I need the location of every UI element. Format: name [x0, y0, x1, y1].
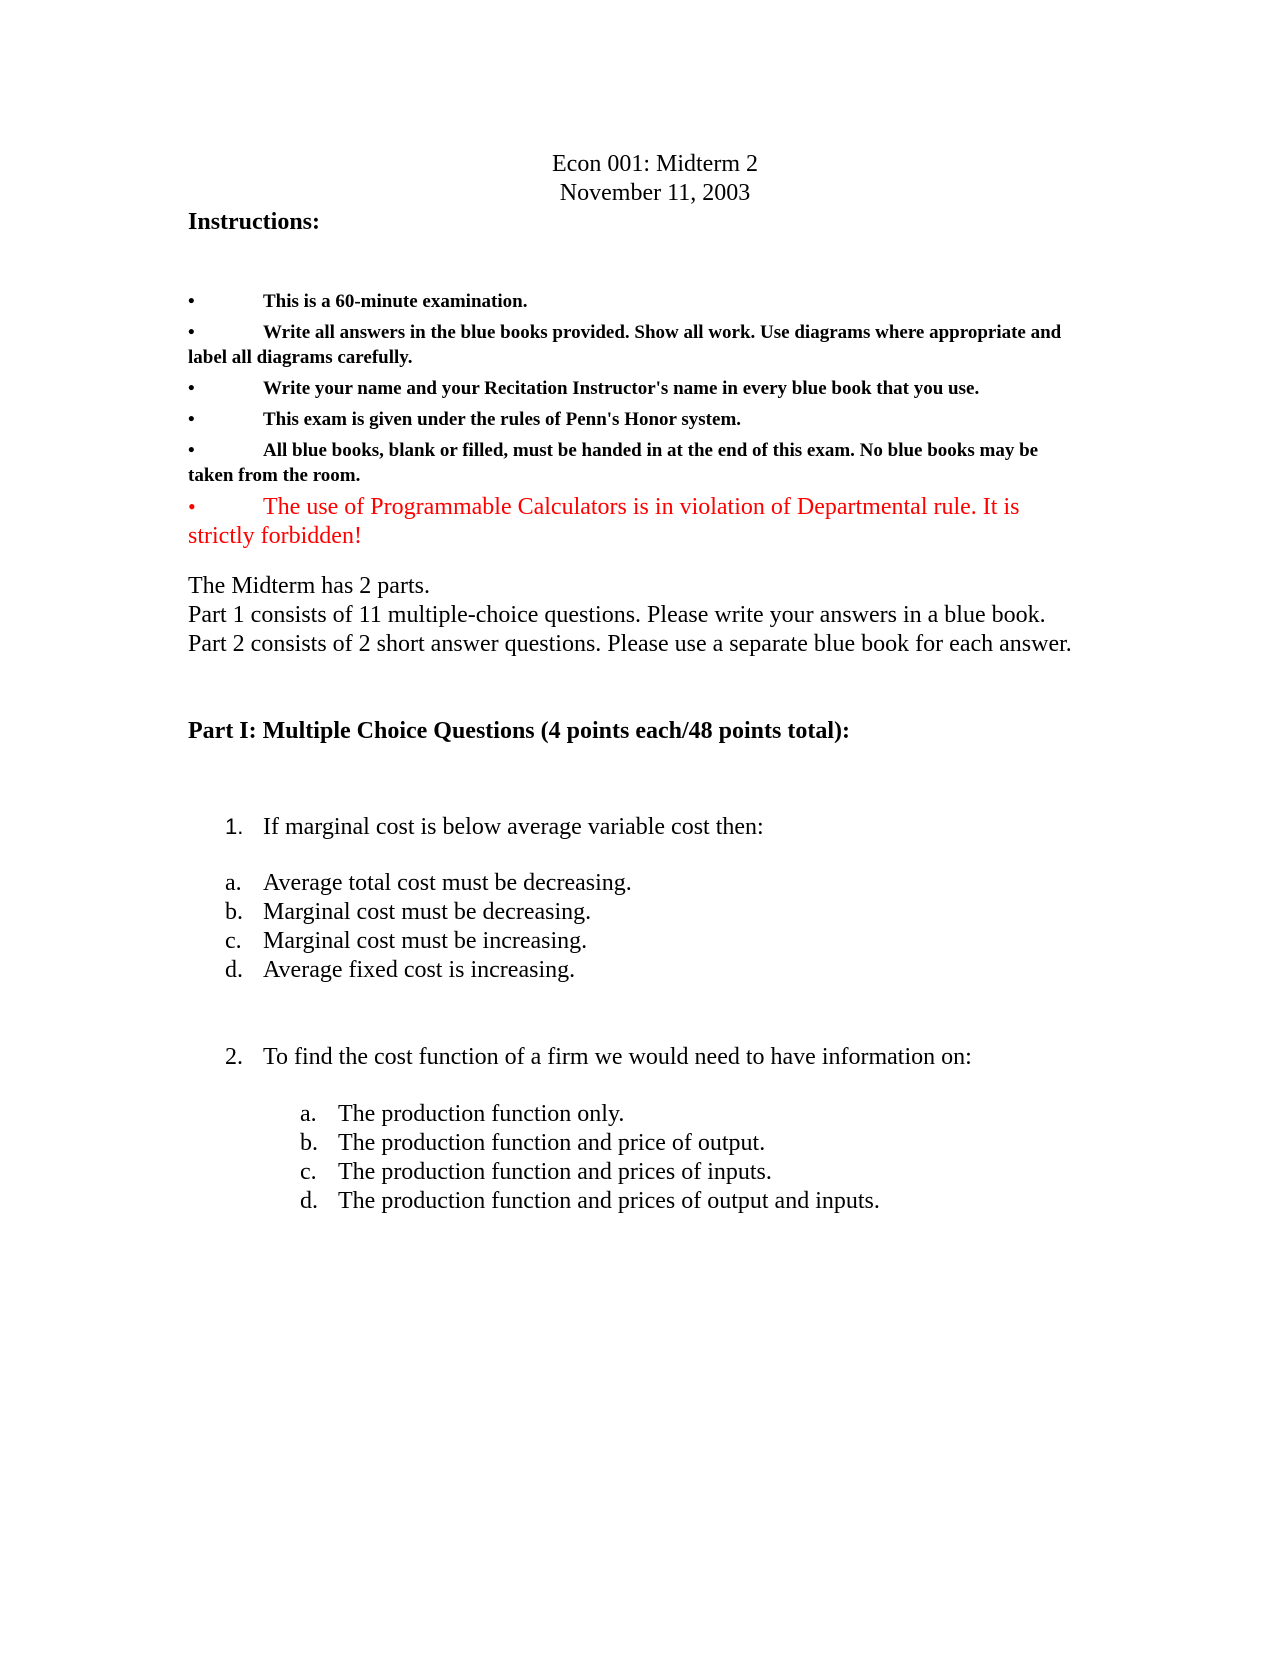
exam-course-title: Econ 001: Midterm 2 [552, 151, 758, 177]
instruction-item [188, 376, 1088, 401]
instruction-text: Write your name and your Recitation Instructor's name in every blue book that you use. [263, 378, 980, 399]
question-text: To find the cost function of a firm we would need to have information on: [263, 1044, 972, 1070]
option-text: Average total cost must be decreasing. [263, 870, 632, 896]
question-2-options [300, 1100, 880, 1216]
exam-title-block [0, 150, 1280, 208]
intro-line: Part 1 consists of 11 multiple-choice questions. Please write your answers in a blue book. [188, 602, 1046, 628]
instruction-item [188, 438, 1088, 488]
warning-text: The use of Programmable Calculators is in violation of Departmental rule. It is strictly forbidden! [188, 494, 1020, 549]
option-text: Marginal cost must be increasing. [263, 928, 588, 954]
part1-heading: Part I: Multiple Choice Questions (4 points each/48 points total): [188, 718, 850, 744]
question-1 [225, 812, 764, 842]
instruction-text: All blue books, blank or filled, must be handed in at the end of this exam. No blue books may be taken from the room. [188, 440, 1039, 486]
option-text: Marginal cost must be decreasing. [263, 899, 592, 925]
bullet-icon: • [188, 378, 195, 399]
instruction-item [188, 289, 1088, 314]
option-letter: d. [225, 957, 243, 983]
question-text: If marginal cost is below average variable cost then: [263, 814, 764, 840]
exam-date: November 11, 2003 [559, 180, 751, 206]
option-text: Average fixed cost is increasing. [263, 957, 576, 983]
option-letter: d. [300, 1188, 318, 1214]
midterm-intro [188, 572, 1118, 659]
calculator-warning [188, 492, 1088, 551]
question-2 [225, 1043, 972, 1072]
instruction-text: Write all answers in the blue books provided. Show all work. Use diagrams where appropriate and label all diagrams carefully. [188, 322, 1062, 368]
bullet-icon: • [188, 291, 195, 312]
option-text: The production function and prices of output and inputs. [338, 1188, 880, 1214]
instructions-heading: Instructions: [188, 209, 321, 235]
intro-line: Part 2 consists of 2 short answer questions. Please use a separate blue book for each answer. [188, 631, 1072, 657]
answer-option [300, 1158, 880, 1187]
answer-option [300, 1129, 880, 1158]
option-letter: a. [300, 1101, 317, 1127]
intro-line: The Midterm has 2 parts. [188, 573, 430, 599]
answer-option [300, 1187, 880, 1216]
option-text: The production function and price of output. [338, 1130, 766, 1156]
instruction-item [188, 320, 1088, 370]
instruction-text: This exam is given under the rules of Penn's Honor system. [263, 409, 742, 430]
option-letter: b. [225, 899, 243, 925]
question-1-options [225, 869, 632, 985]
answer-option [225, 869, 632, 898]
instruction-text: This is a 60-minute examination. [263, 291, 528, 312]
bullet-icon: • [188, 494, 196, 519]
option-letter: c. [300, 1159, 317, 1185]
option-letter: a. [225, 870, 242, 896]
question-number: 2. [225, 1044, 243, 1070]
instruction-item [188, 407, 1088, 432]
answer-option [300, 1100, 880, 1129]
instructions-list [188, 289, 1088, 557]
question-number: 1. [225, 814, 244, 839]
option-text: The production function only. [338, 1101, 625, 1127]
answer-option [225, 956, 632, 985]
option-text: The production function and prices of inputs. [338, 1159, 772, 1185]
answer-option [225, 898, 632, 927]
bullet-icon: • [188, 322, 195, 343]
bullet-icon: • [188, 440, 195, 461]
answer-option [225, 927, 632, 956]
option-letter: c. [225, 928, 242, 954]
bullet-icon: • [188, 409, 195, 430]
option-letter: b. [300, 1130, 318, 1156]
